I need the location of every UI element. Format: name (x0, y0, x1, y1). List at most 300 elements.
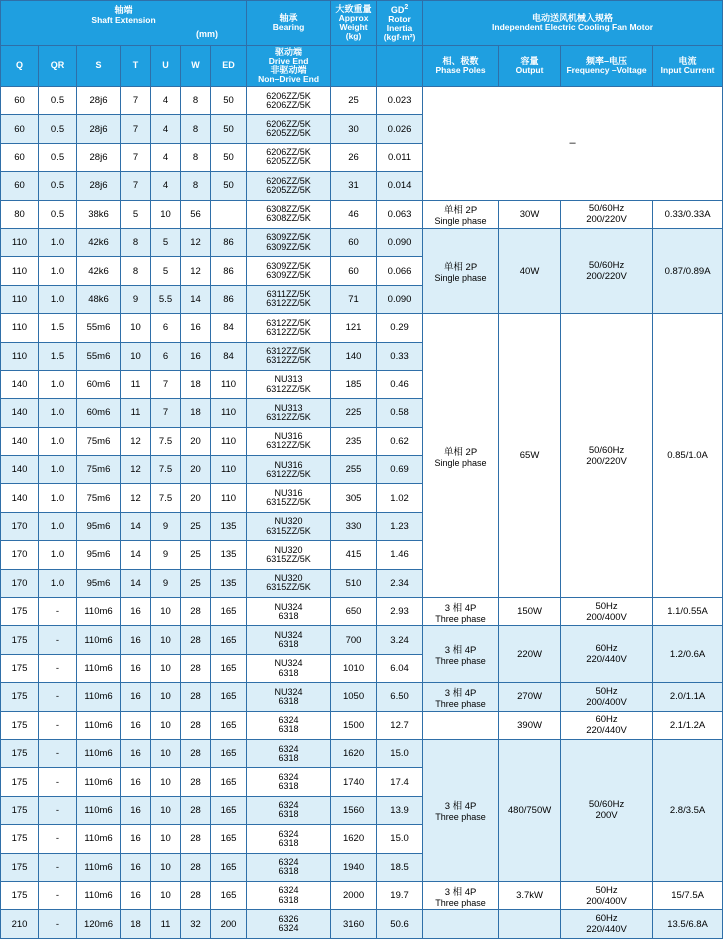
cell-weight: 26 (331, 143, 377, 171)
cell-s: 110m6 (77, 654, 121, 682)
cell-fan-current (653, 598, 723, 626)
cell-ed: 84 (211, 314, 247, 342)
cell-weight: 1560 (331, 796, 377, 824)
cell-t: 16 (121, 654, 151, 682)
cell-ed: 110 (211, 399, 247, 427)
cell-weight: 46 (331, 200, 377, 228)
cell-inertia: 0.023 (377, 87, 423, 115)
bearing-drive-end: NU316 (274, 487, 303, 498)
cell-t: 16 (121, 739, 151, 767)
fan-frequency: 50/60Hz (588, 444, 625, 456)
bearing-non-drive-end: 6205ZZ/5K (266, 184, 311, 195)
cell-s: 75m6 (77, 427, 121, 455)
cell-weight: 25 (331, 87, 377, 115)
cell-w: 14 (181, 285, 211, 313)
cell-w: 8 (181, 143, 211, 171)
bearing-drive-end: NU313 (274, 402, 303, 413)
cell-weight: 700 (331, 626, 377, 654)
cell-w: 28 (181, 598, 211, 626)
cell-t: 14 (121, 512, 151, 540)
bearing-non-drive-end: 6318 (278, 695, 299, 706)
cell-inertia: 2.93 (377, 598, 423, 626)
table-row (1, 739, 723, 767)
cell-bearing (247, 541, 331, 569)
bearing-non-drive-end: 6318 (278, 724, 299, 735)
cell-w: 28 (181, 683, 211, 711)
cell-fan-output (499, 683, 561, 711)
bearing-drive-end: 6324 (278, 771, 299, 782)
cell-ed: 50 (211, 115, 247, 143)
cell-s: 110m6 (77, 881, 121, 909)
cell-t: 18 (121, 910, 151, 938)
cell-w: 28 (181, 711, 211, 739)
cell-s: 110m6 (77, 739, 121, 767)
cell-t: 12 (121, 456, 151, 484)
cell-fan-frequency-voltage (561, 910, 653, 938)
cell-t: 16 (121, 768, 151, 796)
bearing-drive-end: 6309ZZ/5K (266, 260, 311, 271)
col-t: T (121, 46, 151, 87)
cell-s: 42k6 (77, 257, 121, 285)
bearing-drive-end: NU324 (274, 601, 303, 612)
table-header (1, 1, 723, 87)
cell-fan-frequency-voltage (561, 200, 653, 228)
cell-u: 4 (151, 87, 181, 115)
cell-w: 16 (181, 314, 211, 342)
fan-phase-en: Single phase (434, 457, 487, 468)
cell-bearing (247, 257, 331, 285)
bearing-non-drive-end: 6318 (278, 639, 299, 650)
cell-weight: 1500 (331, 711, 377, 739)
cell-s: 95m6 (77, 541, 121, 569)
cell-t: 16 (121, 711, 151, 739)
bearing-drive-end: 6324 (278, 715, 299, 726)
fan-phase-en: Single phase (434, 216, 487, 227)
cell-ed: 165 (211, 654, 247, 682)
cell-u: 9 (151, 569, 181, 597)
cell-s: 28j6 (77, 115, 121, 143)
fan-frequency: 50Hz (595, 685, 618, 697)
cell-fan-phase (423, 314, 499, 598)
cell-fan-frequency-voltage (561, 626, 653, 683)
bearing-drive-end: 6324 (278, 828, 299, 839)
bearing-non-drive-end: 6312ZZ/5K (266, 383, 311, 394)
cell-u: 4 (151, 143, 181, 171)
cell-ed: 50 (211, 143, 247, 171)
cell-t: 8 (121, 257, 151, 285)
cell-fan-current (653, 881, 723, 909)
table-row (1, 910, 723, 938)
table-row (1, 711, 723, 739)
cell-fan-frequency-voltage (561, 228, 653, 313)
fan-phase-cn: 单相 2P (443, 205, 478, 217)
cell-q: 210 (1, 910, 39, 938)
cell-bearing (247, 484, 331, 512)
cell-bearing (247, 853, 331, 881)
bearing-drive-end: NU320 (274, 573, 303, 584)
cell-u: 7.5 (151, 456, 181, 484)
cell-qr: - (39, 768, 77, 796)
cell-fan-current (653, 200, 723, 228)
cell-q: 80 (1, 200, 39, 228)
table-row (1, 200, 723, 228)
bearing-non-drive-end: 6312ZZ/5K (266, 298, 311, 309)
cell-ed: 165 (211, 626, 247, 654)
cell-qr: 1.0 (39, 484, 77, 512)
col-inertia-blank (377, 46, 423, 87)
cell-bearing (247, 598, 331, 626)
bearing-non-drive-end: 6324 (278, 923, 299, 934)
cell-w: 20 (181, 484, 211, 512)
fan-output: 270W (517, 691, 542, 703)
cell-inertia: 2.34 (377, 569, 423, 597)
cell-bearing (247, 370, 331, 398)
fan-current: 1.2/0.6A (669, 648, 706, 660)
cell-t: 16 (121, 626, 151, 654)
cell-w: 28 (181, 881, 211, 909)
bearing-non-drive-end: 6318 (278, 894, 299, 905)
cell-inertia: 0.090 (377, 285, 423, 313)
col-w: W (181, 46, 211, 87)
cell-inertia: 0.090 (377, 228, 423, 256)
cell-fan-current (653, 711, 723, 739)
cell-weight: 2000 (331, 881, 377, 909)
cell-w: 8 (181, 115, 211, 143)
cell-t: 14 (121, 541, 151, 569)
fan-current: 0.33/0.33A (664, 208, 711, 220)
cell-q: 175 (1, 626, 39, 654)
cell-w: 18 (181, 399, 211, 427)
cell-fan-current (653, 739, 723, 881)
cell-fan-output (499, 626, 561, 683)
cell-inertia: 0.026 (377, 115, 423, 143)
cell-fan-output (499, 314, 561, 598)
cell-q: 175 (1, 711, 39, 739)
bearing-drive-end: 6206ZZ/5K (266, 90, 311, 101)
header-cooling-fan-motor: 电动送风机械入规格 Independent Electric Cooling Fan Motor (423, 1, 723, 46)
fan-voltage: 200/400V (586, 611, 627, 623)
cell-u: 4 (151, 172, 181, 200)
cell-t: 16 (121, 683, 151, 711)
cell-weight: 121 (331, 314, 377, 342)
cell-ed: 110 (211, 456, 247, 484)
cell-s: 110m6 (77, 711, 121, 739)
cell-u: 10 (151, 739, 181, 767)
fan-voltage: 200V (595, 810, 618, 822)
cell-w: 28 (181, 853, 211, 881)
cell-ed: 135 (211, 512, 247, 540)
cell-t: 11 (121, 399, 151, 427)
cell-bearing (247, 143, 331, 171)
cell-weight: 1740 (331, 768, 377, 796)
cell-qr: 1.0 (39, 512, 77, 540)
cell-qr: - (39, 853, 77, 881)
bearing-drive-end: NU324 (274, 686, 303, 697)
cell-q: 60 (1, 115, 39, 143)
cell-s: 60m6 (77, 399, 121, 427)
cell-weight: 1940 (331, 853, 377, 881)
fan-phase-cn: 3 相 4P (444, 602, 477, 614)
cell-inertia: 6.04 (377, 654, 423, 682)
cell-weight: 255 (331, 456, 377, 484)
cell-bearing (247, 683, 331, 711)
cell-ed: 165 (211, 768, 247, 796)
bearing-drive-end: 6308ZZ/5K (266, 204, 311, 215)
cell-q: 60 (1, 172, 39, 200)
table-row (1, 314, 723, 342)
cell-u: 5 (151, 257, 181, 285)
fan-frequency: 60Hz (595, 643, 618, 655)
bearing-non-drive-end: 6206ZZ/5K (266, 99, 311, 110)
bearing-drive-end: NU313 (274, 374, 303, 385)
fan-phase-en: Single phase (434, 273, 487, 284)
cell-q: 175 (1, 881, 39, 909)
col-input-current: 电流 Input Current (653, 46, 723, 87)
cell-ed: 165 (211, 739, 247, 767)
table-row (1, 881, 723, 909)
cell-w: 20 (181, 456, 211, 484)
bearing-drive-end: 6324 (278, 857, 299, 868)
cell-s: 60m6 (77, 370, 121, 398)
bearing-non-drive-end: 6318 (278, 667, 299, 678)
cell-t: 12 (121, 484, 151, 512)
fan-phase-cn: 单相 2P (443, 446, 478, 458)
fan-output: 480/750W (507, 804, 552, 816)
col-bearing-ends: 驱动端 Drive End 非驱动端 Non–Drive End (247, 46, 331, 87)
cell-u: 4 (151, 115, 181, 143)
cell-q: 110 (1, 285, 39, 313)
fan-output: 3.7kW (516, 890, 544, 902)
cell-fan-current (653, 626, 723, 683)
cell-w: 32 (181, 910, 211, 938)
cell-t: 16 (121, 853, 151, 881)
cell-fan-frequency-voltage (561, 711, 653, 739)
cell-s: 55m6 (77, 314, 121, 342)
cell-inertia: 1.46 (377, 541, 423, 569)
cell-weight: 235 (331, 427, 377, 455)
cell-fan-current (653, 683, 723, 711)
cell-q: 140 (1, 370, 39, 398)
col-q: Q (1, 46, 39, 87)
cell-q: 175 (1, 853, 39, 881)
cell-bearing (247, 399, 331, 427)
col-frequency-voltage: 频率–电压 Frequency –Voltage (561, 46, 653, 87)
cell-q: 140 (1, 484, 39, 512)
fan-phase-cn: 3 相 4P (444, 645, 477, 657)
cell-inertia: 0.46 (377, 370, 423, 398)
cell-qr: 1.5 (39, 314, 77, 342)
bearing-non-drive-end: 6312ZZ/5K (266, 468, 311, 479)
cell-s: 110m6 (77, 768, 121, 796)
cell-q: 175 (1, 768, 39, 796)
cell-q: 175 (1, 654, 39, 682)
cell-w: 25 (181, 512, 211, 540)
cell-q: 170 (1, 541, 39, 569)
bearing-non-drive-end: 6309ZZ/5K (266, 241, 311, 252)
bearing-non-drive-end: 6309ZZ/5K (266, 270, 311, 281)
cell-u: 5.5 (151, 285, 181, 313)
bearing-non-drive-end: 6312ZZ/5K (266, 355, 311, 366)
cell-w: 28 (181, 626, 211, 654)
bearing-non-drive-end: 6318 (278, 837, 299, 848)
cell-weight: 225 (331, 399, 377, 427)
cell-bearing (247, 739, 331, 767)
cell-q: 110 (1, 342, 39, 370)
cell-qr: 1.0 (39, 399, 77, 427)
header-approx-weight: 大致重量 Approx Weight (kg) (331, 1, 377, 46)
cell-u: 6 (151, 314, 181, 342)
cell-ed: 165 (211, 796, 247, 824)
table-row (1, 626, 723, 654)
cell-u: 10 (151, 711, 181, 739)
bearing-drive-end: 6311ZZ/5K (266, 289, 311, 300)
bearing-non-drive-end: 6312ZZ/5K (266, 326, 311, 337)
bearing-drive-end: 6206ZZ/5K (266, 147, 311, 158)
cell-inertia: 0.58 (377, 399, 423, 427)
cell-u: 10 (151, 683, 181, 711)
cell-u: 7.5 (151, 484, 181, 512)
cell-fan-output (499, 598, 561, 626)
cell-inertia: 15.0 (377, 739, 423, 767)
header-shaft-extension: 轴端 Shaft Extension (mm) (1, 1, 247, 46)
cell-ed: 135 (211, 541, 247, 569)
cell-weight: 305 (331, 484, 377, 512)
cell-w: 25 (181, 569, 211, 597)
cell-qr: 0.5 (39, 143, 77, 171)
cell-bearing (247, 285, 331, 313)
fan-phase-en: Three phase (435, 698, 486, 709)
cell-fan-phase (423, 598, 499, 626)
cell-weight: 71 (331, 285, 377, 313)
cell-w: 8 (181, 172, 211, 200)
cell-qr: 0.5 (39, 115, 77, 143)
cell-ed: 165 (211, 711, 247, 739)
table-row (1, 683, 723, 711)
cell-inertia: 0.33 (377, 342, 423, 370)
cell-ed: 50 (211, 87, 247, 115)
cell-q: 175 (1, 683, 39, 711)
cell-inertia: 0.063 (377, 200, 423, 228)
cell-inertia: 6.50 (377, 683, 423, 711)
cell-q: 140 (1, 456, 39, 484)
cell-fan-phase (423, 739, 499, 881)
cell-bearing (247, 881, 331, 909)
cell-bearing (247, 796, 331, 824)
fan-frequency: 50/60Hz (588, 260, 625, 272)
cell-inertia: 1.23 (377, 512, 423, 540)
cell-u: 10 (151, 598, 181, 626)
cell-s: 55m6 (77, 342, 121, 370)
fan-voltage: 200/400V (586, 696, 627, 708)
fan-phase-cn: 3 相 4P (444, 886, 477, 898)
cell-ed: 165 (211, 853, 247, 881)
fan-voltage: 200/220V (586, 271, 627, 283)
cell-u: 10 (151, 626, 181, 654)
cell-t: 16 (121, 796, 151, 824)
fan-frequency: 50/60Hz (588, 203, 625, 215)
fan-voltage: 200/220V (586, 455, 627, 467)
bearing-drive-end: 6326 (278, 913, 299, 924)
cell-fan-phase (423, 711, 499, 739)
cell-ed: 86 (211, 257, 247, 285)
cell-u: 11 (151, 910, 181, 938)
bearing-drive-end: 6324 (278, 743, 299, 754)
cell-t: 11 (121, 370, 151, 398)
bearing-drive-end: NU320 (274, 516, 303, 527)
cell-t: 10 (121, 314, 151, 342)
fan-phase-cn: 3 相 4P (444, 801, 477, 813)
cell-bearing (247, 910, 331, 938)
cell-w: 56 (181, 200, 211, 228)
bearing-non-drive-end: 6318 (278, 866, 299, 877)
fan-output: 220W (517, 648, 542, 660)
cell-weight: 415 (331, 541, 377, 569)
bearing-drive-end: NU324 (274, 658, 303, 669)
fan-output: 40W (519, 265, 540, 277)
cell-t: 7 (121, 115, 151, 143)
cell-fan-phase (423, 626, 499, 683)
cell-u: 10 (151, 200, 181, 228)
cell-bearing (247, 228, 331, 256)
header-rotor-inertia: $GD^2$ Rotor Inertia (kgf·m²) (377, 1, 423, 46)
cell-w: 28 (181, 768, 211, 796)
cell-fan-output (499, 739, 561, 881)
cell-qr: 1.0 (39, 569, 77, 597)
table-body (1, 87, 723, 939)
cell-inertia: 0.62 (377, 427, 423, 455)
cell-qr: 1.0 (39, 370, 77, 398)
fan-voltage: 220/440V (586, 725, 627, 737)
fan-current: 13.5/6.8A (667, 918, 708, 930)
cell-fan-phase (423, 200, 499, 228)
bearing-drive-end: NU324 (274, 629, 303, 640)
cell-bearing (247, 626, 331, 654)
cell-s: 110m6 (77, 683, 121, 711)
cell-qr: 1.0 (39, 427, 77, 455)
cell-q: 175 (1, 739, 39, 767)
cell-s: 110m6 (77, 825, 121, 853)
col-qr: QR (39, 46, 77, 87)
cell-u: 9 (151, 541, 181, 569)
cell-ed: 200 (211, 910, 247, 938)
cell-inertia: 0.011 (377, 143, 423, 171)
fan-current: 0.85/1.0A (667, 450, 708, 462)
cell-ed: 135 (211, 569, 247, 597)
cell-ed: 86 (211, 228, 247, 256)
bearing-non-drive-end: 6205ZZ/5K (266, 156, 311, 167)
cell-s: 75m6 (77, 456, 121, 484)
bearing-non-drive-end: 6315ZZ/5K (266, 525, 311, 536)
cell-w: 8 (181, 87, 211, 115)
cell-weight: 31 (331, 172, 377, 200)
cell-fan-phase (423, 683, 499, 711)
cell-t: 16 (121, 598, 151, 626)
cell-t: 14 (121, 569, 151, 597)
cell-bearing (247, 768, 331, 796)
cell-t: 9 (121, 285, 151, 313)
cell-s: 110m6 (77, 796, 121, 824)
cell-s: 120m6 (77, 910, 121, 938)
cell-q: 110 (1, 314, 39, 342)
cell-u: 7.5 (151, 427, 181, 455)
bearing-non-drive-end: 6315ZZ/5K (266, 497, 311, 508)
bearing-drive-end: NU320 (274, 544, 303, 555)
bearing-drive-end: 6312ZZ/5K (266, 317, 311, 328)
cell-t: 7 (121, 143, 151, 171)
cell-weight: 650 (331, 598, 377, 626)
cell-q: 170 (1, 512, 39, 540)
cell-fan-phase (423, 228, 499, 313)
